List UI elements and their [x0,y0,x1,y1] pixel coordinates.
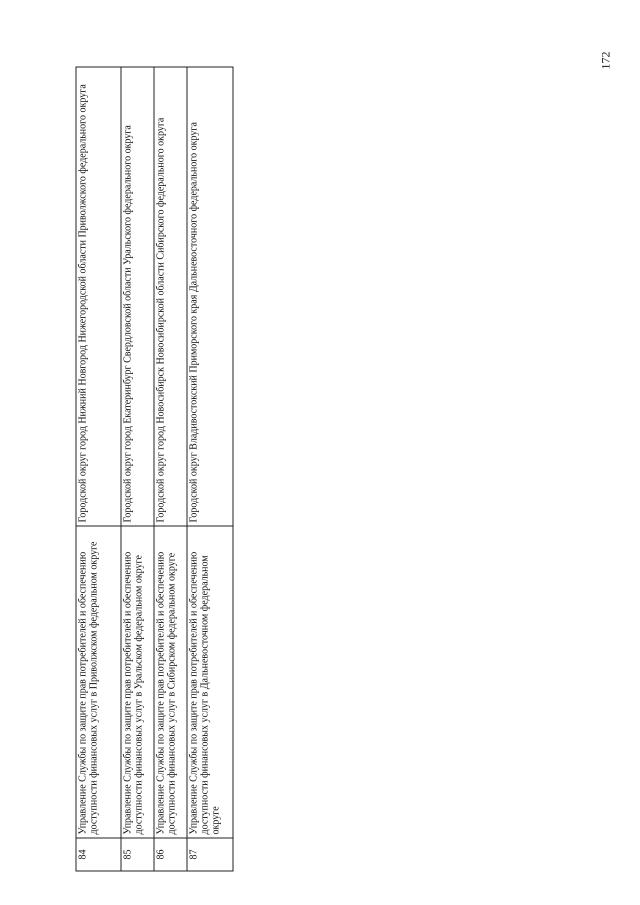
rotated-table-container [75,67,232,871]
organization-cell: Управление Службы по защите прав потребителей и обеспечению доступности финансовых услуг в Сибирском федеральном округе [154,526,187,838]
table-row [187,67,233,871]
territory-cell: Городской округ Владивостокский Приморского края Дальневосточного федерального округа [187,67,233,526]
organization-cell: Управление Службы по защите прав потребителей и обеспечению доступности финансовых услуг в Приволжском федеральном округе [76,526,121,838]
table-wrapper [75,67,232,871]
organization-cell: Управление Службы по защите прав потребителей и обеспечению доступности финансовых услуг в Уральском федеральном округе [121,526,154,838]
row-number: 85 [121,838,154,871]
page-number-text: 172 [598,51,613,69]
row-number: 84 [76,838,121,871]
territory-cell: Городской округ город Нижний Новгород Нижегородской области Приволжского федерального округа [76,67,121,526]
row-number: 87 [187,838,233,871]
organization-cell: Управление Службы по защите прав потребителей и обеспечению доступности финансовых услуг в Дальневосточном федеральном округе [187,526,233,838]
page-number [596,40,616,80]
territory-cell: Городской округ город Новосибирск Новосибирской области Сибирского федерального округа [154,67,187,526]
table-row [154,67,187,871]
territory-cell: Городской округ город Екатеринбург Свердловской области Уральского федерального округа [121,67,154,526]
table-row [121,67,154,871]
row-number: 86 [154,838,187,871]
offices-table [75,66,233,871]
table-row [76,67,121,871]
